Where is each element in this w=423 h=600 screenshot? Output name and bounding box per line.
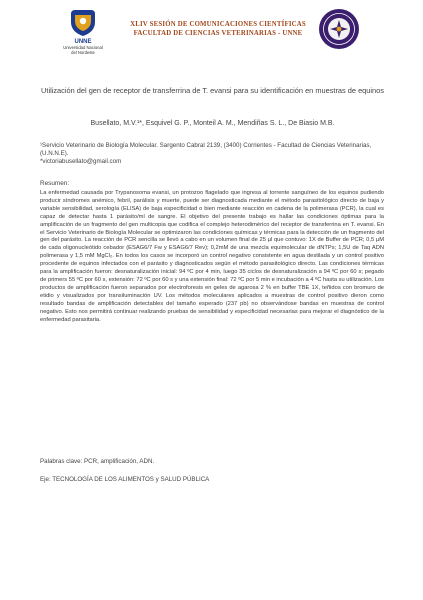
logo-university-line-1: Universidad Nacional [63,45,103,50]
unne-logo [60,8,106,55]
paper-affiliation [40,142,385,167]
faculty-seal-icon [318,8,360,50]
header-faculty-title: FACULTAD DE CIENCIAS VETERINARIAS - UNNE [133,30,303,37]
affiliation-email: *victoriabusellato@gmail.com [40,158,122,166]
faculty-seal [318,8,360,50]
keywords: Palabras clave: PCR, amplificación, ADN. [40,458,155,465]
header-session-title: XLIV SESIÓN DE COMUNICACIONES CIENTÍFICAS [130,21,306,28]
header-titles [118,20,318,38]
abstract-label: Resumen: [40,180,70,187]
logo-university-line-2: del Nordeste [71,50,95,55]
paper-authors: Busellato, M.V.¹*, Esquivel G. P., Monteil A. M., Mendiñas S. L., De Biasio M.B. [90,120,335,127]
paper-title: Utilización del gen de receptor de transferrina de T. evansi para su identificación en muestras de equinos [41,86,384,95]
logo-unne-text: UNNE [74,39,92,45]
page-header [0,0,423,72]
unne-emblem-icon [67,8,99,38]
affiliation-address: ¹Servicio Veterinario de Biología Molecular. Sargento Cabral 2139, (3400) Corrientes - Facultad de Ciencias Veterinarias, (U.N.N.E). [40,142,372,158]
abstract-body: La enfermedad causada por Trypanosoma evansi, un protozoo flagelado que ingresa al torrente sanguíneo de los equinos pudiendo producir síndromes anémico, febril, parálisis y muerte, puede ser diagnosticada mediante el método parasitológico directo de baja y variable sensibilidad, serología (ELISA) de baja especificidad o bien mediante reacción en cadena de la polimerasa (PCR), la cual es capaz de detectar hasta 1 parásito/ml de sangre. El objetivo del presente trabajo es hallar las condiciones óptimas para la amplificación de un fragmento del gen multicopia que codifica el complejo heterodimérico del receptor de transferrina en T. evansi. En el Servicio Veterinario de Biología Molecular se optimizaron las condiciones químicas y térmicas para la detección de un fragmento del gen del parásito. La reacción de PCR sencilla se llevó a cabo en un volumen final de 25 µl que contuvo: 1X de Buffer de PCR; 0,5 µM de cada oligonucleótido cebador (ESAG6/7 Fw y ESAG6/7 Rev); 0,2mM de una mezcla equimolecular de dNTPs; 1,5U de Taq ADN polimerasa y 1,5 mM MgCl₂. En todos los casos se incorporó un control negativo consistente en agua destilada y un control positivo procedente de equinos infectados con el parásito y diagnosticados según el método parasitológico directo. Las condiciones térmicas para la amplificación fueron: desnaturalización inicial: 94 ºC por 4 min, luego 35 ciclos de desnaturalización a 94 ºC por 60 s; pegado de primers 55 ºC por 60 s, extensión: 72 ºC por 60 s y una extensión final: 72 ºC por 5 min e incubación a 4 ºC hasta su utilización. Los productos de amplificación fueron separados por electroforesis en geles de agarosa 2 % en buffer TBE 1X, teñidos con bromuro de etidio y visualizados por transiluminación UV. Los métodos moleculares aplicados a muestras de control positivo dieron como resultado bandas de amplificación detectables del tamaño esperado (237 pb) no observándose bandas en muestras de control negativo. Esto nos permitirá continuar realizando pruebas de sensibilidad y especificidad necesarias para mejorar el diagnóstico de la enfermedad parasitaria. [40,190,385,323]
thematic-axis: Eje: TECNOLOGÍA DE LOS ALIMENTOS y SALUD PÚBLICA [40,476,210,483]
